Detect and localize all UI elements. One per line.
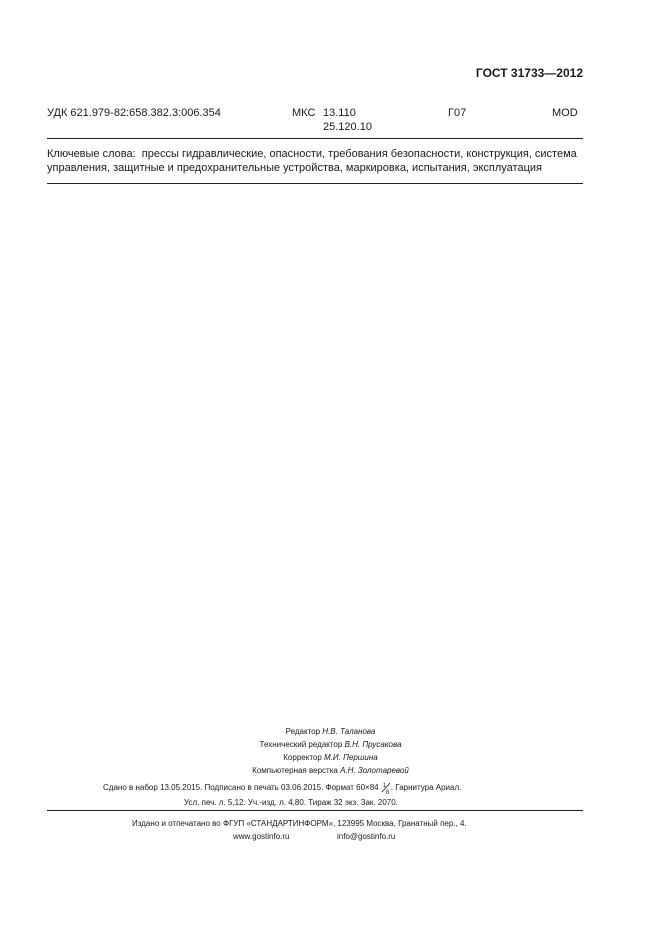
imprint-line: Усл. печ. л. 5,12. Уч.-изд. л. 4,80. Тираж 32 экз. Зак. 2070. (184, 798, 398, 807)
mod-label: MOD (552, 107, 578, 119)
credit-line: Технический редактор В.Н. Прусакова (259, 740, 402, 749)
keywords-block (47, 147, 587, 175)
credit-line: Корректор М.И. Першина (283, 753, 378, 762)
credits-block (0, 725, 661, 777)
udk-code: УДК 621.979-82:658.382.3:006.354 (47, 107, 221, 119)
publisher-website[interactable]: www.gostinfo.ru (233, 832, 290, 841)
keywords-text: прессы гидравлические, опасности, требования безопасности, конструкция, система управления, защитные и предохранительные устройства, маркировка, испытания, эксплуатация (47, 148, 577, 174)
keywords-label: Ключевые слова: (47, 148, 136, 160)
divider-line (47, 183, 583, 184)
mks-code: 13.110 (323, 107, 356, 119)
divider-line (47, 810, 583, 811)
imprint-line: Сдано в набор 13.05.2015. Подписано в печать 03.06.2015. Формат 60×84 1 8 . Гарнитура Ариал. (103, 783, 462, 796)
credit-line: Редактор Н.В. Таланова (285, 727, 376, 736)
mks-label: МКС (292, 107, 316, 119)
standard-code: ГОСТ 31733—2012 (475, 66, 583, 80)
divider-line (47, 138, 583, 139)
fraction-one-eighth: 1 8 (382, 783, 390, 796)
credit-line: Компьютерная верстка А.Н. Золотаревой (252, 766, 409, 775)
mks-code: 25.120.10 (323, 121, 372, 133)
publisher-line: Издано и отпечатано во ФГУП «СТАНДАРТИНФОРМ», 123995 Москва, Гранатный пер., 4. (132, 819, 467, 828)
group-code: Г07 (448, 107, 467, 119)
publisher-email[interactable]: info@gostinfo.ru (337, 832, 396, 841)
